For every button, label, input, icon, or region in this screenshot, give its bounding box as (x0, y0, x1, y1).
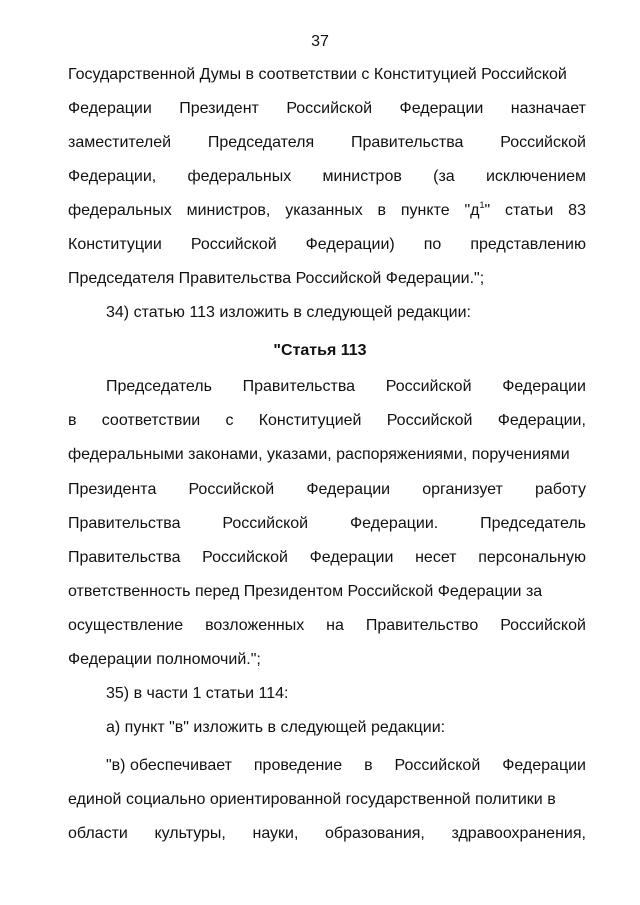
word: Российской (500, 617, 586, 634)
word: Федерации (399, 100, 484, 117)
word: Конституции (68, 236, 162, 253)
word: Председатель (106, 378, 212, 395)
word: осуществление (68, 617, 184, 634)
text-line (68, 650, 586, 670)
page-number: 37 (311, 33, 329, 50)
text-line (68, 201, 586, 221)
heading-text: "Статья 113 (273, 342, 367, 359)
word: Федерации (502, 757, 586, 774)
word: науки, (252, 825, 299, 842)
text-line (68, 167, 586, 187)
text-line (68, 133, 586, 153)
text-line (68, 480, 586, 500)
word: Правительства (242, 378, 356, 395)
word: персональную (478, 549, 586, 566)
text-line (68, 790, 586, 810)
word: Российской (188, 481, 275, 498)
text-line (68, 99, 586, 119)
word: статьи (505, 202, 554, 219)
word: Федерации (306, 481, 391, 498)
text-segment: единой социально ориентированной государственной политики в (68, 791, 556, 808)
word: Председатель (480, 515, 586, 532)
word: образования, (325, 825, 425, 842)
word: Российской (386, 412, 473, 429)
word: проведение (253, 757, 343, 774)
text-line (68, 235, 586, 255)
word: в (364, 757, 373, 774)
word: Федерации. (349, 515, 439, 532)
word: с (225, 412, 234, 429)
word: "в) обеспечивает (106, 757, 232, 774)
word: " (484, 202, 491, 219)
text-segment: Председателя Правительства Российской Федерации."; (68, 270, 485, 287)
word: культуры, (154, 825, 226, 842)
word: министров, (186, 202, 271, 219)
word: Президент (179, 100, 259, 117)
word: по (423, 236, 442, 253)
text-line (68, 269, 586, 289)
word: Федерации, (68, 168, 157, 185)
text-line (68, 616, 586, 636)
word: Правительства (350, 134, 464, 151)
word: министров (322, 168, 402, 185)
word: Правительства (68, 515, 181, 532)
text-line (106, 303, 586, 323)
word: Федерации (68, 100, 152, 117)
word: Российской (190, 236, 277, 253)
word: представлению (470, 236, 586, 253)
word: пункте (400, 202, 450, 219)
word: работу (534, 481, 586, 498)
text-line (106, 684, 586, 704)
word: "д (464, 202, 480, 219)
text-segment: 35) в части 1 статьи 114: (106, 685, 289, 702)
word: федеральных (187, 168, 292, 185)
text-segment: Государственной Думы в соответствии с Конституцией Российской (68, 66, 567, 83)
word: федеральных (68, 202, 172, 219)
word: возложенных (205, 617, 305, 634)
word: в (68, 412, 77, 429)
word: Председателя (207, 134, 315, 151)
word: Российской (500, 134, 586, 151)
word: Российской (394, 757, 481, 774)
text-segment: Федерации полномочий."; (68, 651, 261, 668)
word: Федерации (502, 378, 586, 395)
word: заместителей (68, 134, 172, 151)
text-line (68, 411, 586, 431)
text-segment: ответственность перед Президентом Российской Федерации за (68, 583, 543, 600)
word: здравоохранения, (451, 825, 586, 842)
word: соответствии (101, 412, 201, 429)
text-line (68, 65, 586, 85)
text-line (106, 718, 586, 738)
text-segment: а) пункт "в" изложить в следующей редакции: (106, 719, 446, 736)
word: (за (433, 168, 455, 185)
text-segment: федеральными законами, указами, распоряжениями, поручениями (68, 446, 570, 463)
word: Правительства (68, 549, 181, 566)
word: на (326, 617, 344, 634)
word: 83 (568, 202, 586, 219)
word: Президента (68, 481, 157, 498)
superscript: 1 (479, 200, 485, 210)
word: указанных (285, 202, 363, 219)
word: организует (422, 481, 503, 498)
text-line (106, 377, 586, 397)
word: Федерации (309, 549, 394, 566)
word: Конституцией (258, 412, 362, 429)
text-line (68, 548, 586, 568)
word: назначает (510, 100, 586, 117)
text-line (106, 756, 586, 776)
text-line (68, 824, 586, 844)
word: исключением (485, 168, 586, 185)
word: в (377, 202, 387, 219)
word: Федерации, (497, 412, 586, 429)
text-line (68, 514, 586, 534)
quoted-item-with-superscript (464, 201, 490, 221)
word: Российской (202, 549, 288, 566)
word: Российской (385, 378, 472, 395)
word: Российской (286, 100, 373, 117)
article-heading (0, 341, 640, 361)
text-line (68, 445, 586, 465)
word: несет (415, 549, 457, 566)
text-segment: 34) статью 113 изложить в следующей редакции: (106, 304, 471, 321)
word: области (68, 825, 128, 842)
word: Федерации) (305, 236, 395, 253)
word: Российской (222, 515, 309, 532)
word: Правительство (365, 617, 479, 634)
text-line (68, 582, 586, 602)
